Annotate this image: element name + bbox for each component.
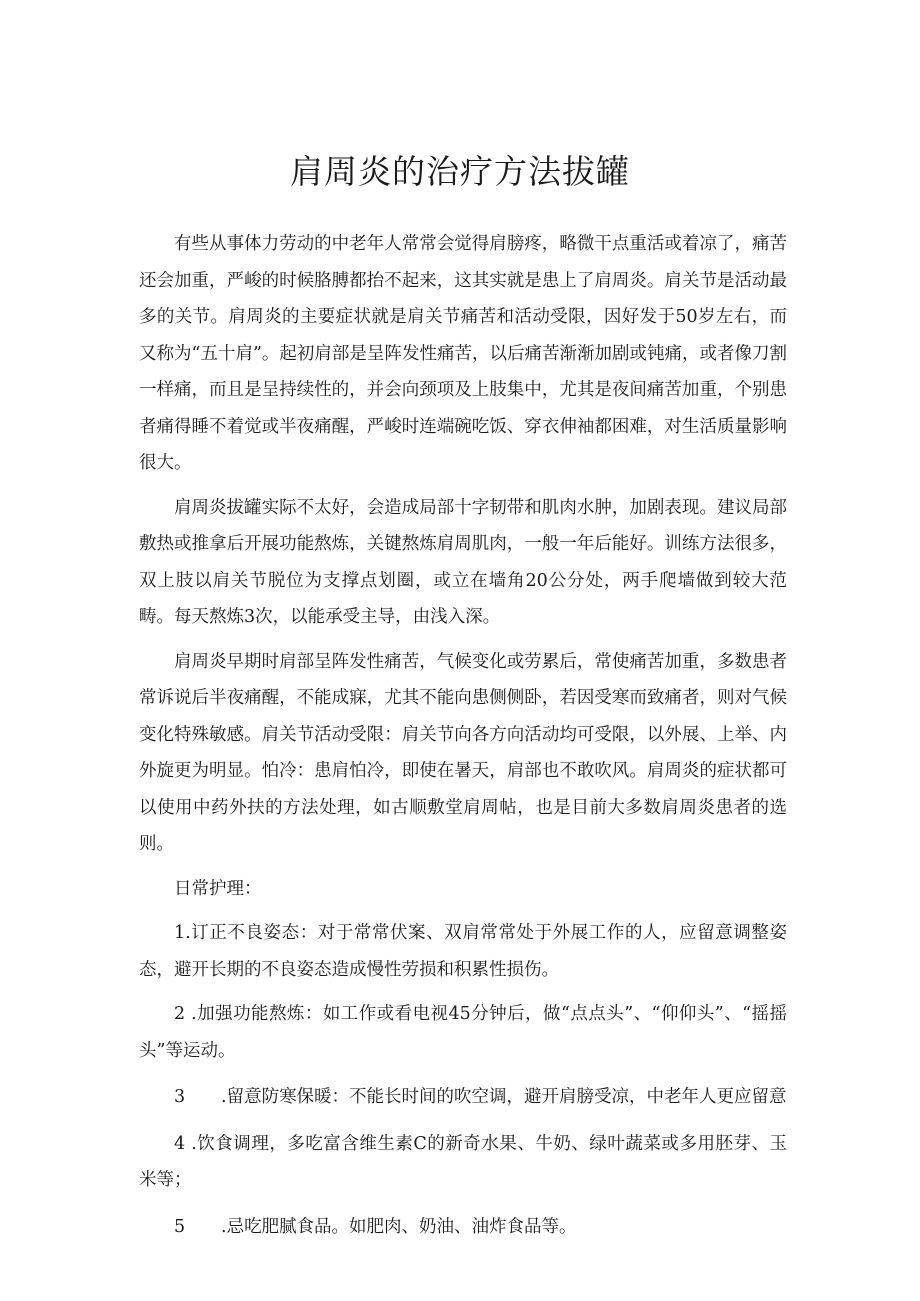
care-item-number: 3 <box>174 1087 186 1107</box>
page-title: 肩周炎的治疗方法拔罐 <box>290 152 630 191</box>
care-item-number: 5 <box>174 1216 186 1237</box>
paragraph-cupping: 肩周炎拔罐实际不太好，会造成局部十字韧带和肌肉水肿，加剧表现。建议局部敷热或推拿后开展功能熬炼，关键熬炼肩周肌肉，一般一年后能好。训练方法很多，双上肢以肩关节脱位为支撑点划圈，或立在墙角20公分处，两手爬墙做到较大范畴。每天熬炼3次，以能承受主导，由浅入深。 <box>139 497 787 627</box>
care-heading: 日常护理： <box>174 878 262 899</box>
paragraph-symptoms: 肩周炎早期时肩部呈阵发性痛苦，气候变化或劳累后，常使痛苦加重，多数患者常诉说后半夜痛醒，不能成寐，尤其不能向患侧侧卧，若因受寒而致痛者，则对气候变化特殊敏感。肩关节活动受限：肩关节向各方向活动均可受限，以外展、上举、内外旋更为明显。怕冷：患肩怕冷，即使在暑天，肩部也不敢吹风。肩周炎的症状都可以使用中药外扶的方法处理，如古顺敷堂肩周帖，也是目前大多数肩周炎患者的选则。 <box>139 651 787 854</box>
care-item-text: .忌吃肥腻食品。如肥肉、奶油、油炸食品等。 <box>221 1216 577 1237</box>
care-item-number: 1. <box>174 923 191 943</box>
paragraph-intro: 有些从事体力劳动的中老年人常常会觉得肩膀疼，略微干点重活或着凉了，痛苦还会加重，严峻的时候胳膊都抬不起来，这其实就是患上了肩周炎。肩关节是活动最多的关节。肩周炎的主要症状就是肩关节痛苦和活动受限，因好发于50岁左右，而又称为“五十肩”。起初肩部是呈阵发性痛苦，以后痛苦渐渐加剧或钝痛，或者像刀割一样痛，而且是呈持续性的，并会向颈项及上肢集中，尤其是夜间痛苦加重，个别患者痛得睡不着觉或半夜痛醒，严峻时连端碗吃饭、穿衣伸袖都困难，对生活质量影响很大。 <box>139 234 787 473</box>
care-item-5 <box>139 1209 787 1246</box>
care-item-number: 4 <box>174 1133 186 1154</box>
care-item-text: .饮食调理，多吃富含维生素C的新奇水果、牛奶、绿叶蔬菜或多用胚芽、玉米等； <box>139 1133 787 1190</box>
care-item-1 <box>139 915 787 988</box>
care-item-2 <box>139 996 787 1069</box>
care-item-3 <box>139 1079 787 1116</box>
care-item-text: .加强功能熬炼：如工作或看电视45分钟后，做“点点头”、“仰仰头”、“摇摇头”等运动。 <box>139 1004 787 1061</box>
care-item-4 <box>139 1126 787 1199</box>
care-item-text: 订正不良姿态：对于常常伏案、双肩常常处于外展工作的人，应留意调整姿态，避开长期的不良姿态造成慢性劳损和积累性损伤。 <box>139 923 787 980</box>
care-item-text: .留意防寒保暖：不能长时间的吹空调，避开肩膀受凉，中老年人更应留意 <box>221 1087 787 1107</box>
care-item-number: 2 <box>174 1004 186 1024</box>
document-body <box>139 226 787 1245</box>
